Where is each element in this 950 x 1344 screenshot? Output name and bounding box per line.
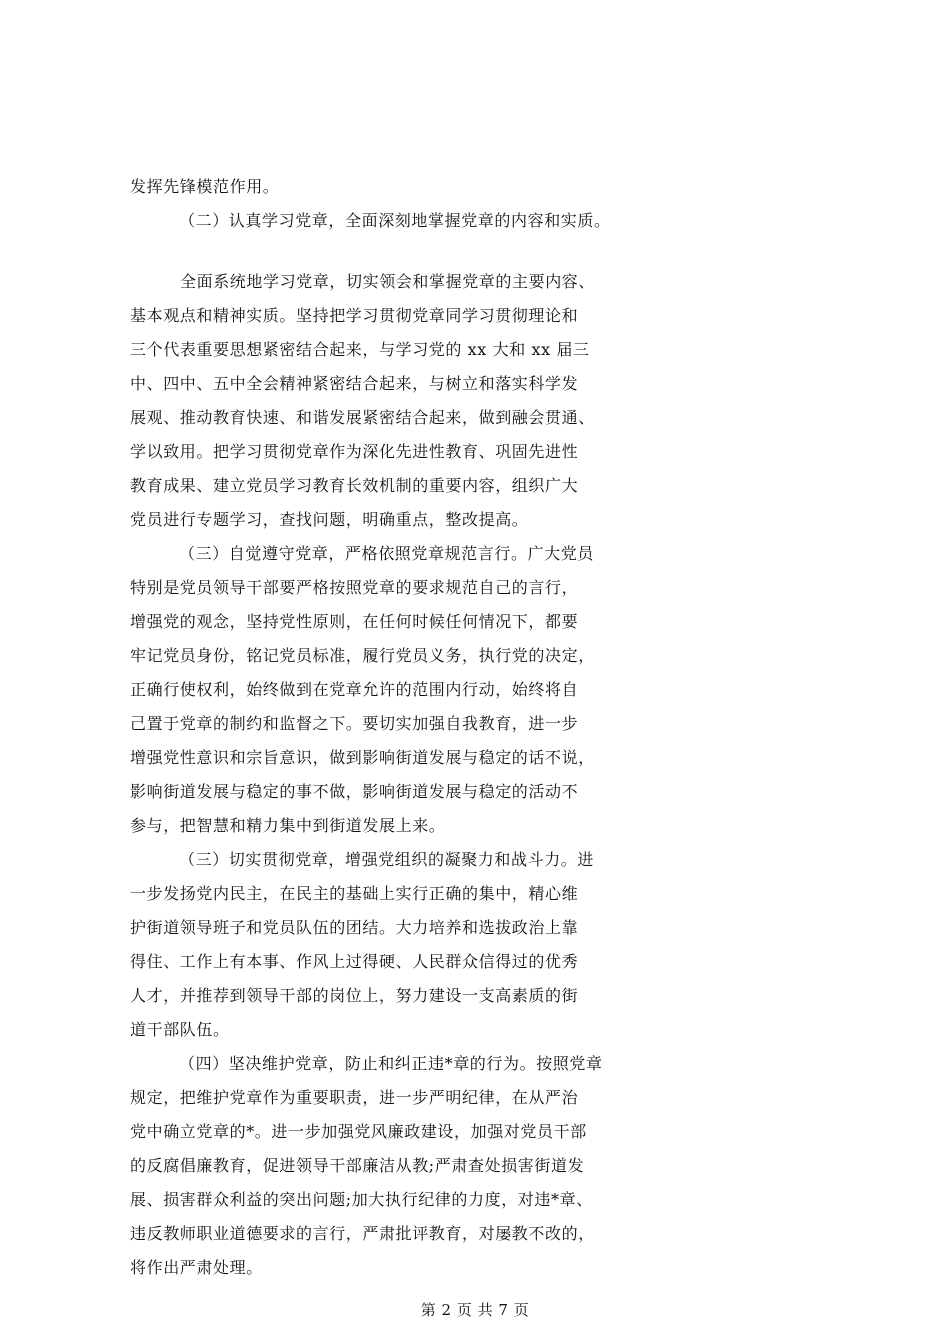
text-line: 违反教师职业道德要求的言行，严肃批评教育，对屡教不改的， <box>130 1224 595 1243</box>
text-line: 特别是党员领导干部要严格按照党章的要求规范自己的言行， <box>130 578 579 597</box>
text-line: 学以致用。把学习贯彻党章作为深化先进性教育、巩固先进性 <box>130 442 579 461</box>
paragraph-first-line: 全面系统地学习党章，切实领会和掌握党章的主要内容、 <box>180 272 596 291</box>
section-heading: （四）坚决维护党章，防止和纠正违*章的行为。按照党章 <box>179 1054 603 1073</box>
text-line: 己置于党章的制约和监督之下。要切实加强自我教育，进一步 <box>130 714 579 733</box>
text-line: 一步发扬党内民主，在民主的基础上实行正确的集中，精心维 <box>130 884 579 903</box>
text-line: 增强党性意识和宗旨意识，做到影响街道发展与稳定的话不说， <box>130 748 595 767</box>
text-line: 将作出严肃处理。 <box>130 1258 263 1277</box>
text-line: 展观、推动教育快速、和谐发展紧密结合起来，做到融会贯通、 <box>130 408 595 427</box>
text-line: 党员进行专题学习，查找问题，明确重点，整改提高。 <box>130 510 529 529</box>
text-line: 参与，把智慧和精力集中到街道发展上来。 <box>130 816 446 835</box>
text-line: 基本观点和精神实质。坚持把学习贯彻党章同学习贯彻理论和 <box>130 306 579 325</box>
text-line: 正确行使权利，始终做到在党章允许的范围内行动，始终将自 <box>130 680 579 699</box>
text-line: 发挥先锋模范作用。 <box>130 177 280 196</box>
section-heading: （二）认真学习党章，全面深刻地掌握党章的内容和实质。 <box>179 211 611 230</box>
text-line: 三个代表重要思想紧密结合起来，与学习党的 xx 大和 xx 届三 <box>130 340 590 359</box>
text-line: 教育成果、建立党员学习教育长效机制的重要内容，组织广大 <box>130 476 579 495</box>
text-line: 人才，并推荐到领导干部的岗位上，努力建设一支高素质的街 <box>130 986 579 1005</box>
text-line: 的反腐倡廉教育，促进领导干部廉洁从教;严肃查处损害街道发 <box>130 1156 585 1175</box>
text-line: 得住、工作上有本事、作风上过得硬、人民群众信得过的优秀 <box>130 952 579 971</box>
text-line: 牢记党员身份，铭记党员标准，履行党员义务，执行党的决定， <box>130 646 595 665</box>
text-line: 增强党的观念，坚持党性原则，在任何时候任何情况下，都要 <box>130 612 579 631</box>
text-line: 中、四中、五中全会精神紧密结合起来，与树立和落实科学发 <box>130 374 579 393</box>
section-heading: （三）切实贯彻党章，增强党组织的凝聚力和战斗力。进 <box>179 850 595 869</box>
section-heading: （三）自觉遵守党章，严格依照党章规范言行。广大党员 <box>179 544 595 563</box>
text-line: 党中确立党章的*。进一步加强党风廉政建设，加强对党员干部 <box>130 1122 587 1141</box>
text-line: 展、损害群众利益的突出问题;加大执行纪律的力度，对违*章、 <box>130 1190 593 1209</box>
text-line: 护街道领导班子和党员队伍的团结。大力培养和选拔政治上靠 <box>130 918 579 937</box>
text-line: 规定，把维护党章作为重要职责，进一步严明纪律，在从严治 <box>130 1088 579 1107</box>
text-line: 道干部队伍。 <box>130 1020 230 1039</box>
page-number-footer: 第 2 页 共 7 页 <box>420 1301 530 1319</box>
text-line: 影响街道发展与稳定的事不做，影响街道发展与稳定的活动不 <box>130 782 579 801</box>
